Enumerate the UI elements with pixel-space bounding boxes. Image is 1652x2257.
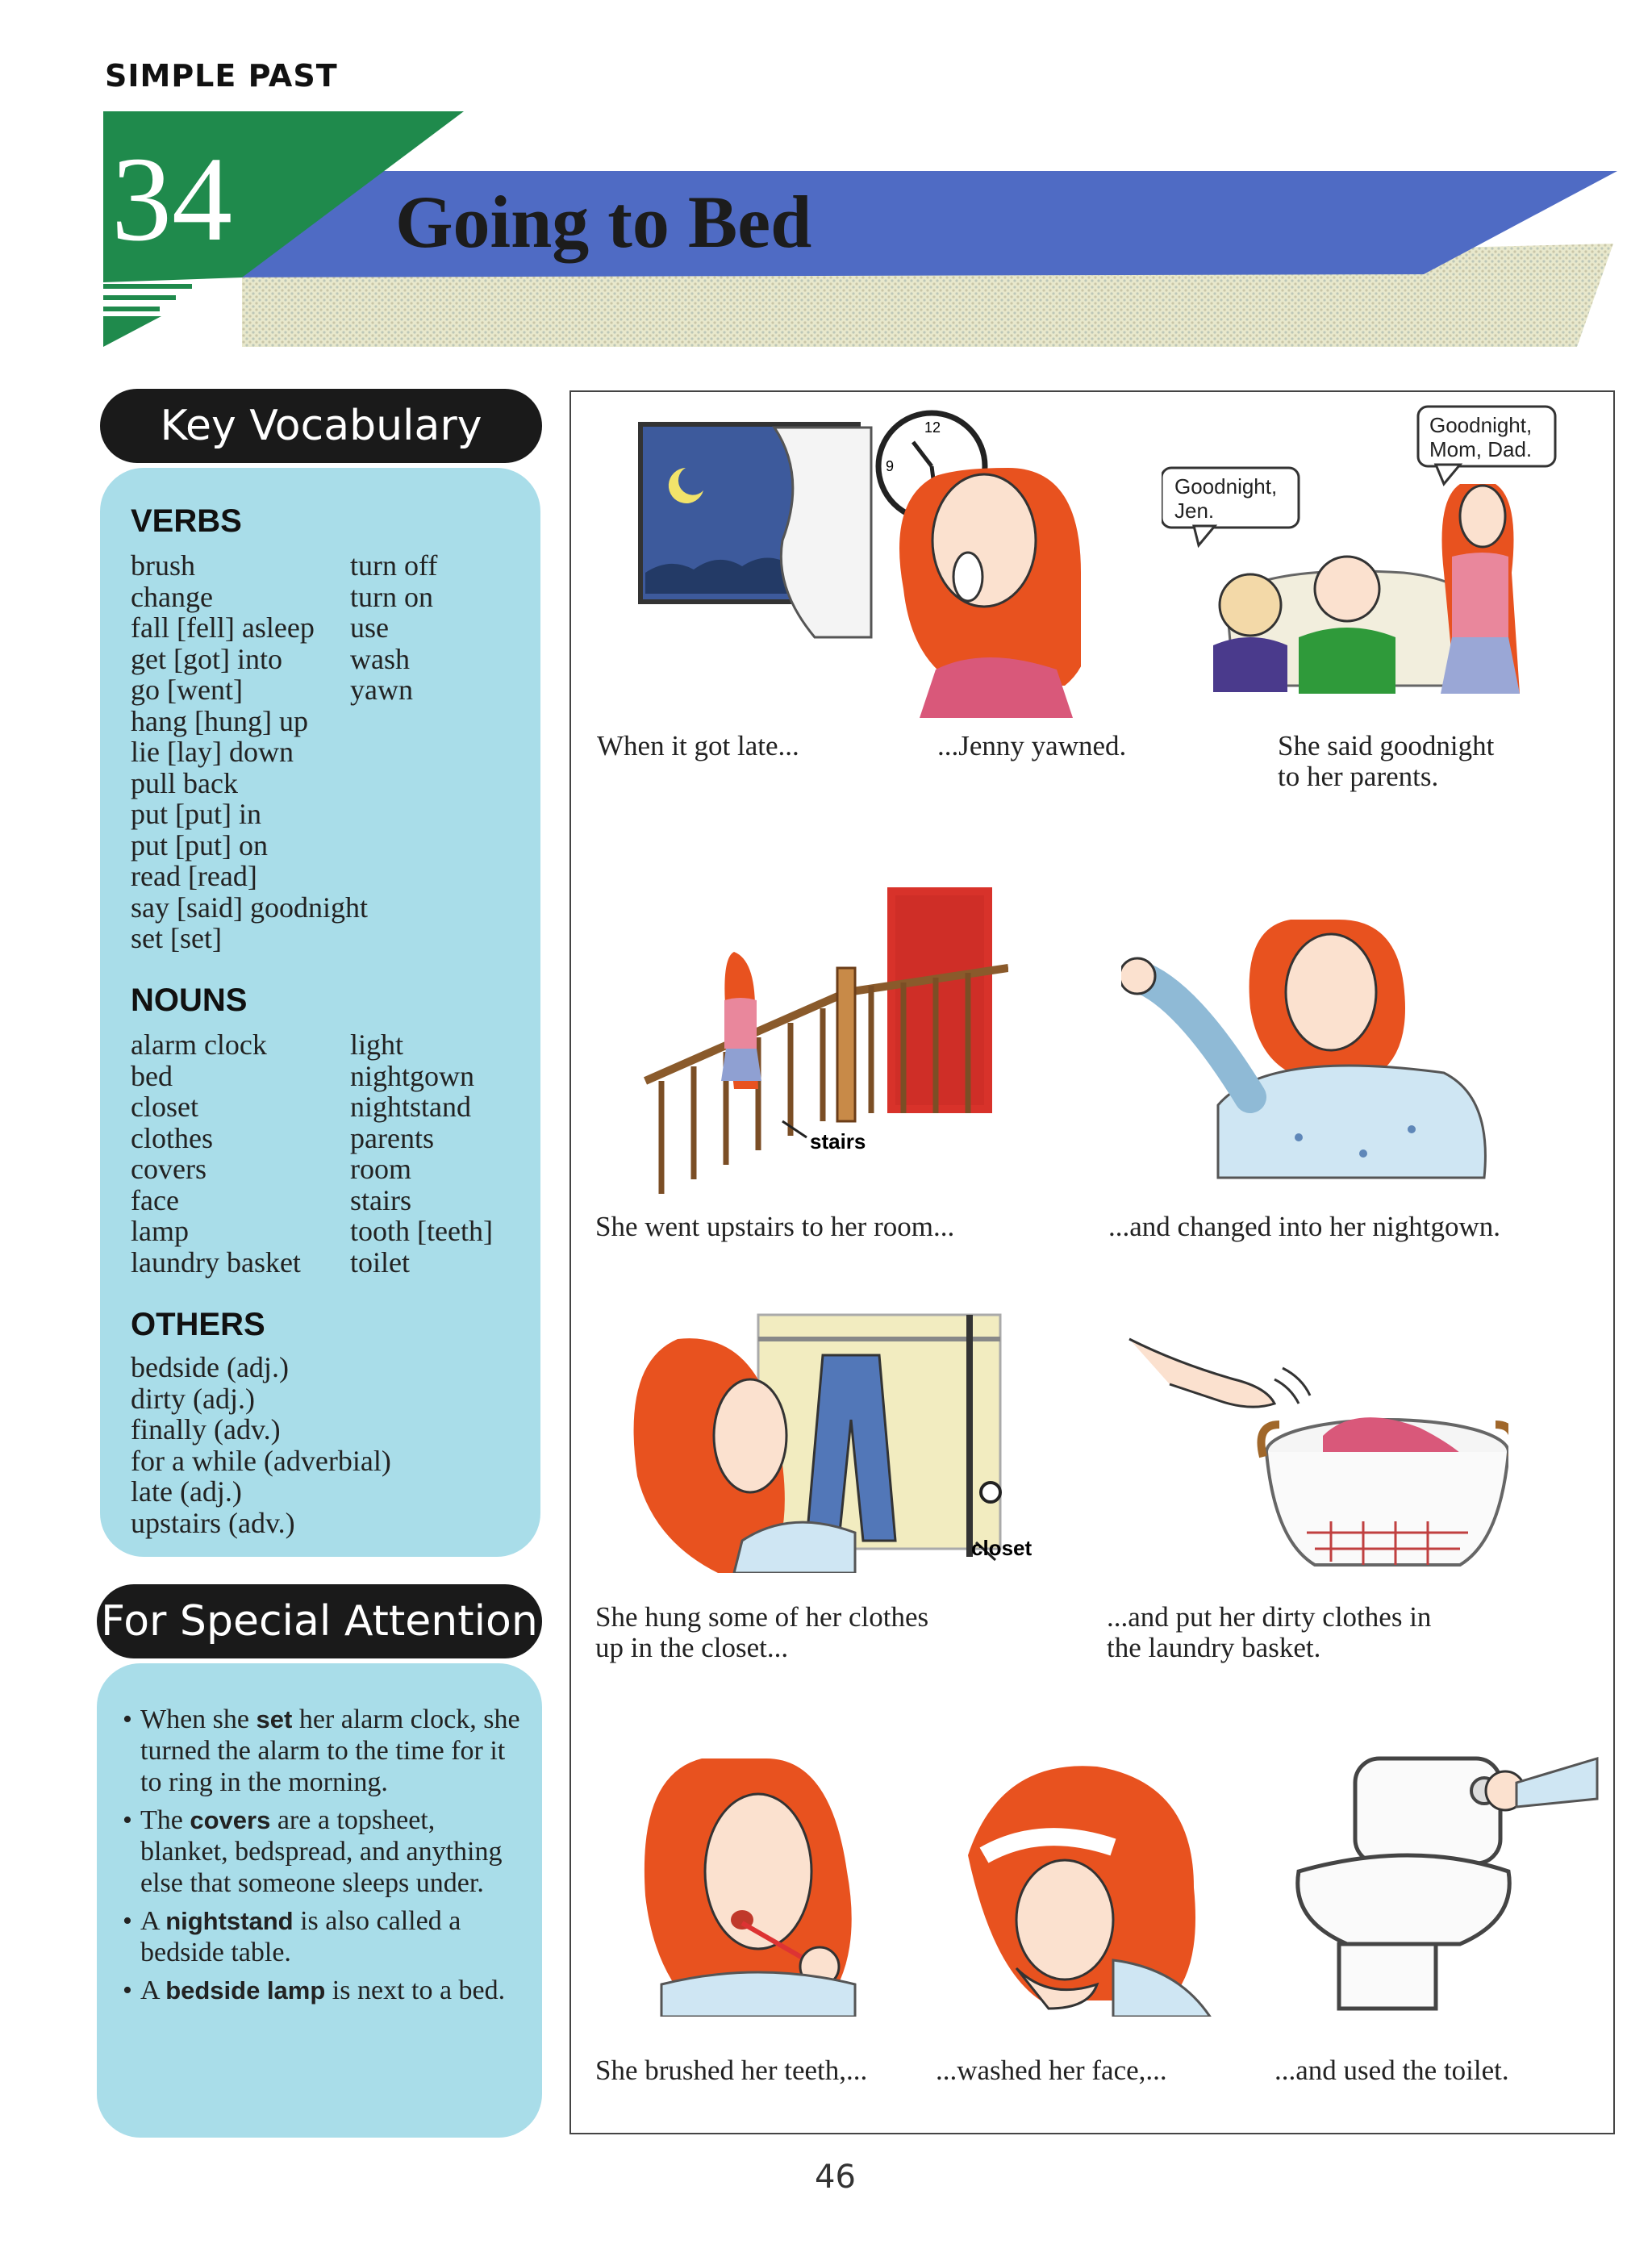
others-list <box>131 1352 391 1538</box>
verb-item: yawn <box>350 674 413 706</box>
verb-item: get [got] into <box>131 642 282 675</box>
noun-item: bed <box>131 1059 173 1092</box>
noun-item: laundry basket <box>131 1245 301 1279</box>
noun-item: covers <box>131 1153 206 1185</box>
caption-6: She hung some of her clothes up in the closet... <box>595 1601 929 1663</box>
caption-4: She went upstairs to her room... <box>595 1211 955 1242</box>
other-item: bedside (adj.) <box>131 1351 289 1383</box>
noun-item: clothes <box>131 1121 213 1154</box>
svg-text:9: 9 <box>886 458 895 474</box>
nouns-list-col2 <box>350 1029 493 1278</box>
verb-item: wash <box>350 642 410 675</box>
goodnight-parents-illustration <box>1162 403 1597 718</box>
noun-item: closet <box>131 1091 198 1123</box>
verb-item: use <box>350 611 389 644</box>
nouns-heading: NOUNS <box>131 982 248 1018</box>
noun-item: face <box>131 1183 179 1216</box>
verb-item: lie [lay] down <box>131 736 294 768</box>
svg-text:12: 12 <box>924 419 941 436</box>
svg-text:Jen.: Jen. <box>1174 499 1215 523</box>
caption-7: ...and put her dirty clothes in the laundry basket. <box>1107 1601 1432 1663</box>
attention-note: • A bedside lamp is next to a bed. <box>123 1975 529 2006</box>
verb-item: change <box>131 580 213 613</box>
closet-knob-icon <box>981 1483 1000 1502</box>
noun-item: toilet <box>350 1245 410 1279</box>
noun-item: nightgown <box>350 1059 475 1092</box>
wash-face-illustration <box>952 1758 1250 2017</box>
toilet-illustration <box>1283 1742 1605 2017</box>
closet-illustration <box>629 1307 1049 1573</box>
caption-1: When it got late... <box>597 730 799 761</box>
verb-item: turn off <box>350 549 438 582</box>
attention-note: • The covers are a topsheet, blanket, bedspread, and anything else that someone sleeps under. <box>123 1804 529 1899</box>
verb-item: turn on <box>350 580 433 613</box>
unit-title: Going to Bed <box>395 181 812 263</box>
verb-item: fall [fell] asleep <box>131 611 315 644</box>
other-item: dirty (adj.) <box>131 1382 255 1415</box>
other-item: for a while (adverbial) <box>131 1444 391 1477</box>
key-vocabulary-title: Key Vocabulary <box>100 389 542 463</box>
caption-8: She brushed her teeth,... <box>595 2055 868 2086</box>
stairs-illustration <box>637 879 1008 1202</box>
others-heading: OTHERS <box>131 1307 265 1342</box>
noun-item: nightstand <box>350 1091 471 1123</box>
section-label: SIMPLE PAST <box>105 58 338 94</box>
caption-5: ...and changed into her nightgown. <box>1108 1211 1501 1242</box>
caption-10: ...and used the toilet. <box>1274 2055 1509 2086</box>
attention-note: • A nightstand is also called a bedside table. <box>123 1905 529 1968</box>
verb-item: read [read] <box>131 860 257 892</box>
verb-item: put [put] in <box>131 798 261 830</box>
window-clock-yawn-illustration <box>629 403 1081 718</box>
chapter-banner <box>0 105 1652 355</box>
verb-item: go [went] <box>131 674 243 706</box>
stairs-label: stairs <box>810 1129 866 1154</box>
laundry-basket-illustration <box>1121 1315 1508 1573</box>
verb-item: hang [hung] up <box>131 704 308 737</box>
verbs-list-col1 <box>131 550 368 954</box>
noun-item: alarm clock <box>131 1028 267 1061</box>
noun-item: tooth [teeth] <box>350 1215 493 1247</box>
verbs-list-col2 <box>350 550 437 706</box>
noun-item: stairs <box>350 1183 411 1216</box>
special-attention-notes <box>123 1704 529 2013</box>
caption-3: She said goodnight to her parents. <box>1278 730 1495 792</box>
attention-note: • When she set her alarm clock, she turned the alarm to the time for it to ring in the morning. <box>123 1704 529 1798</box>
verb-item: put [put] on <box>131 828 268 861</box>
other-item: finally (adv.) <box>131 1413 281 1446</box>
svg-text:Mom, Dad.: Mom, Dad. <box>1429 437 1533 461</box>
unit-number: 34 <box>111 132 232 266</box>
noun-item: parents <box>350 1121 434 1154</box>
nightgown-illustration <box>1121 887 1508 1194</box>
verbs-heading: VERBS <box>131 503 242 539</box>
noun-item: lamp <box>131 1215 189 1247</box>
caption-9: ...washed her face,... <box>936 2055 1167 2086</box>
other-item: upstairs (adv.) <box>131 1506 295 1539</box>
other-item: late (adj.) <box>131 1475 242 1508</box>
verb-item: set [set] <box>131 922 222 954</box>
verb-item: pull back <box>131 766 238 799</box>
noun-item: room <box>350 1153 411 1185</box>
verb-item: say [said] goodnight <box>131 891 368 924</box>
svg-text:Goodnight,: Goodnight, <box>1429 413 1533 437</box>
noun-item: light <box>350 1028 404 1061</box>
page-number: 46 <box>815 2159 856 2196</box>
closet-label: closet <box>971 1536 1032 1560</box>
special-attention-title: For Special Attention <box>97 1584 542 1658</box>
caption-2: ...Jenny yawned. <box>937 730 1127 761</box>
brush-teeth-illustration <box>629 1742 887 2017</box>
nouns-list-col1 <box>131 1029 301 1278</box>
verb-item: brush <box>131 549 195 582</box>
svg-text:Goodnight,: Goodnight, <box>1174 474 1278 499</box>
